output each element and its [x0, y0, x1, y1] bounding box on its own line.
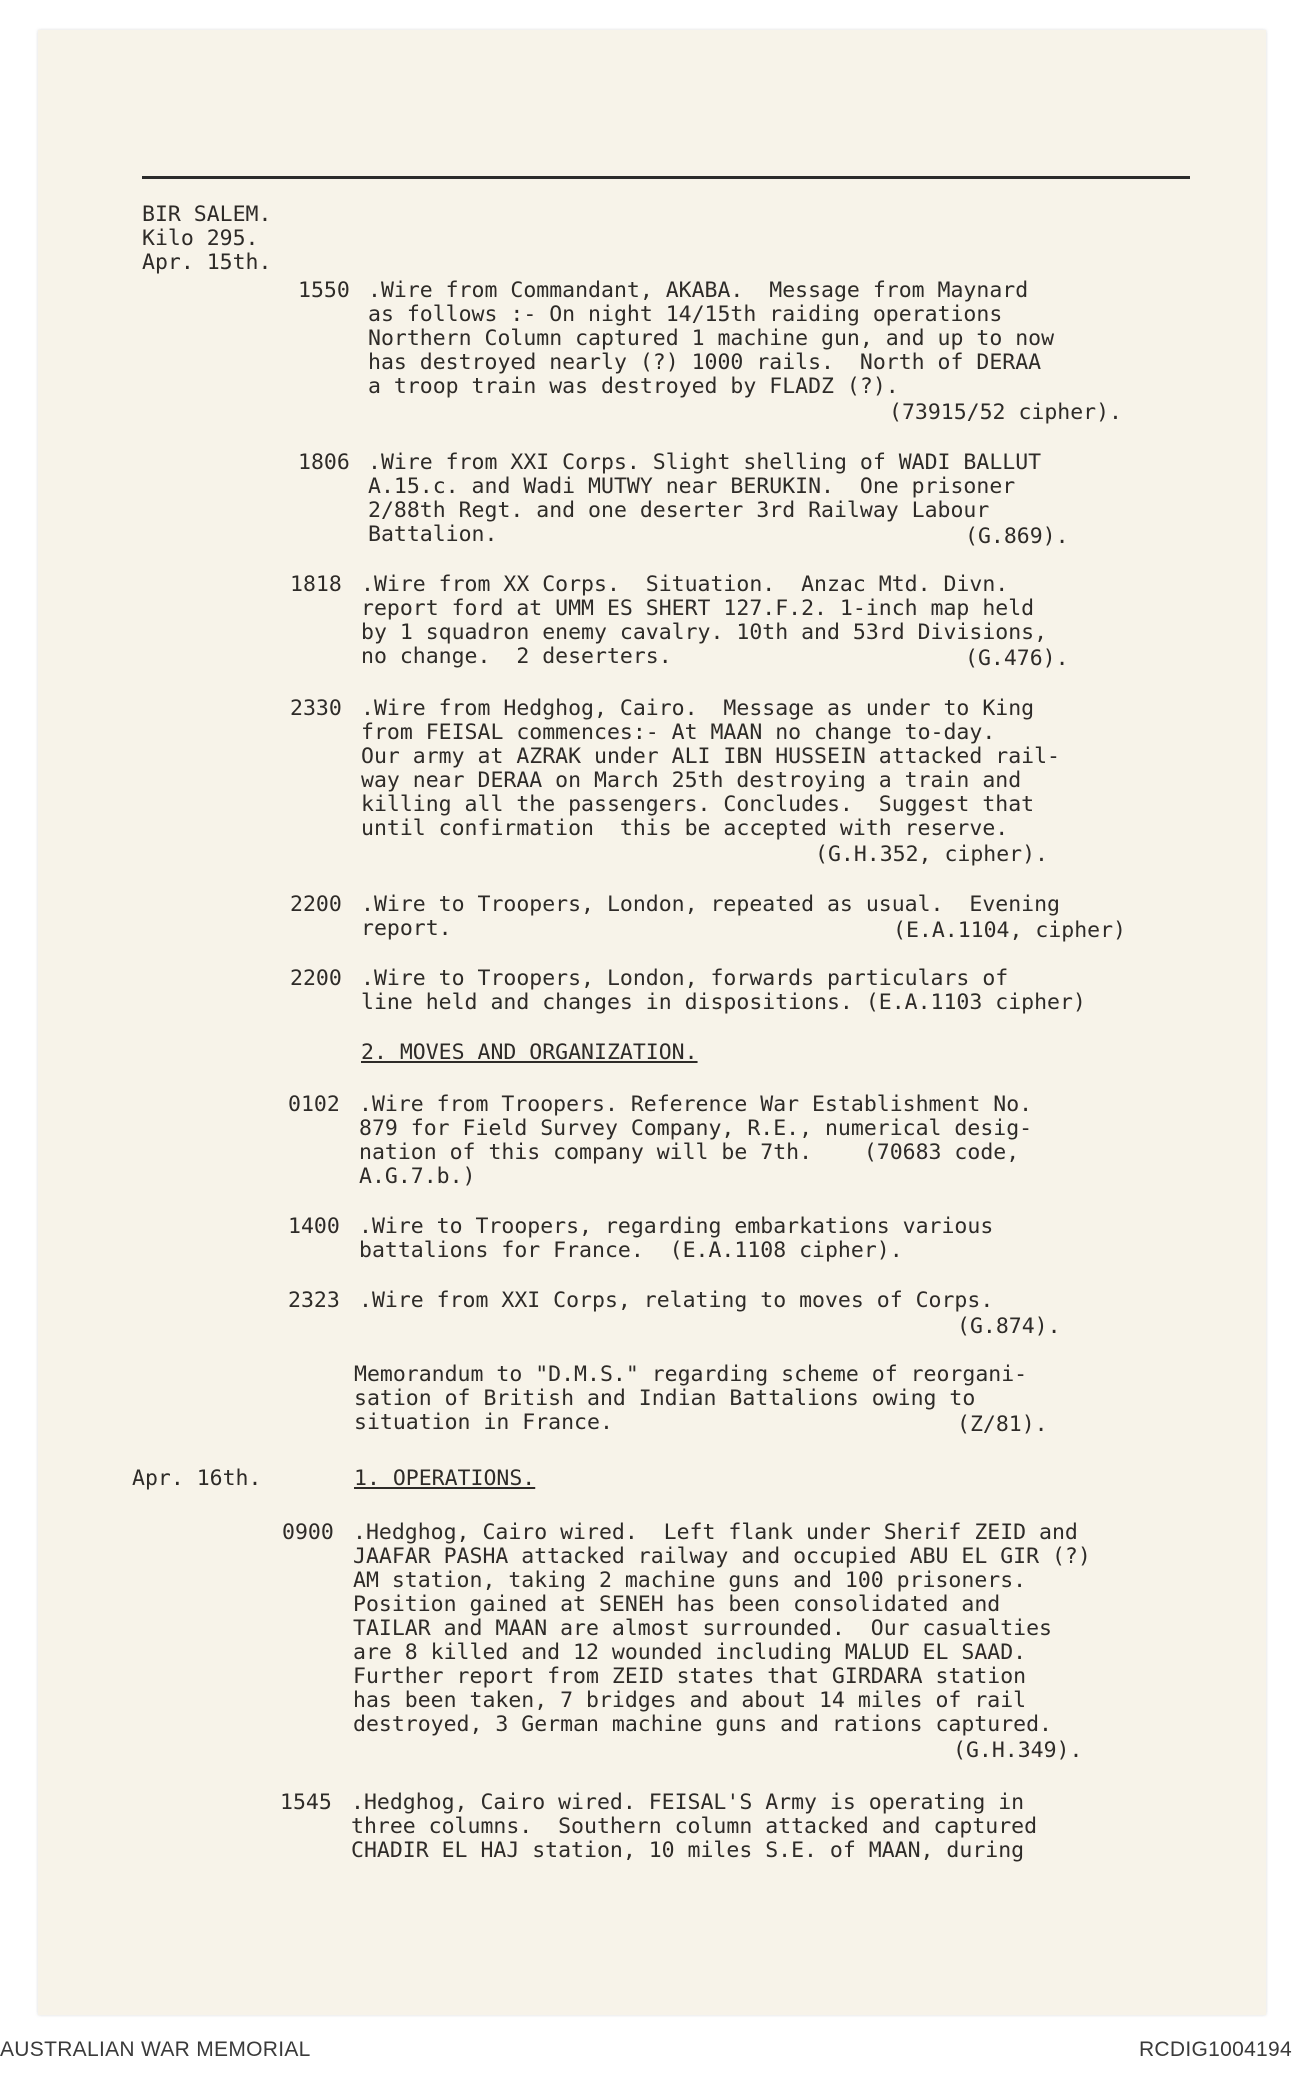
kilo-heading: Kilo 295. [142, 226, 259, 251]
date-apr15: Apr. 15th. [142, 250, 272, 275]
entry-line: line held and changes in dispositions. (E.A.1103 cipher) [361, 990, 1086, 1015]
footer-record-id: RCDIG1004194 [1138, 2038, 1292, 2061]
entry-line: JAAFAR PASHA attacked railway and occupied ABU EL GIR (?) [353, 1544, 1091, 1569]
memorandum-line: Memorandum to "D.M.S." regarding scheme of reorgani- [354, 1362, 1028, 1387]
entry-line: report ford at UMM ES SHERT 127.F.2. 1-inch map held [361, 596, 1035, 621]
entry-line: Our army at AZRAK under ALI IBN HUSSEIN attacked rail- [361, 744, 1060, 769]
entry-time: 2323 [288, 1288, 340, 1313]
section-heading-moves: 2. MOVES AND ORGANIZATION. [361, 1040, 698, 1065]
entry-line: Further report from ZEID states that GIRDARA station [353, 1664, 1027, 1689]
entry-line: TAILAR and MAAN are almost surrounded. Our casualties [353, 1616, 1052, 1641]
entry-line: report. [361, 916, 452, 941]
top-rule [142, 176, 1190, 179]
entry-line: .Wire to Troopers, London, repeated as usual. Evening [361, 892, 1060, 917]
entry-line: .Wire from Commandant, AKABA. Message from Maynard [368, 278, 1029, 303]
date-apr16: Apr. 16th. [132, 1466, 262, 1491]
entry-line: are 8 killed and 12 wounded including MALUD EL SAAD. [353, 1640, 1027, 1665]
memorandum-line: situation in France. [354, 1410, 613, 1435]
entry-line: nation of this company will be 7th. (70683 code, [359, 1140, 1020, 1165]
entry-line: AM station, taking 2 machine guns and 100 prisoners. [353, 1568, 1027, 1593]
entry-time: 0900 [282, 1520, 334, 1545]
entry-time: 1818 [290, 572, 342, 597]
entry-reference: (G.H.349). [953, 1738, 1083, 1763]
entry-time: 1400 [288, 1214, 340, 1239]
entry-reference: (G.874). [957, 1314, 1061, 1339]
entry-line: a troop train was destroyed by FLADZ (?). [368, 374, 899, 399]
entry-line: .Hedghog, Cairo wired. FEISAL'S Army is operating in [351, 1790, 1025, 1815]
footer-archive-name: AUSTRALIAN WAR MEMORIAL [0, 2038, 311, 2061]
place-heading: BIR SALEM. [142, 202, 272, 227]
entry-time: 0102 [288, 1092, 340, 1117]
entry-line: Northern Column captured 1 machine gun, and up to now [368, 326, 1055, 351]
entry-line: .Wire from XXI Corps. Slight shelling of WADI BALLUT [368, 450, 1042, 475]
memorandum-line: sation of British and Indian Battalions owing to [354, 1386, 976, 1411]
entry-time: 1545 [280, 1790, 332, 1815]
entry-line: until confirmation this be accepted with reserve. [361, 816, 1009, 841]
section-heading-operations: 1. OPERATIONS. [354, 1466, 536, 1491]
entry-reference: (G.H.352, cipher). [815, 842, 1048, 867]
entry-time: 2200 [290, 966, 342, 991]
entry-line: has destroyed nearly (?) 1000 rails. North of DERAA [368, 350, 1042, 375]
entry-line: has been taken, 7 bridges and about 14 miles of rail [353, 1688, 1027, 1713]
entry-time: 2330 [290, 696, 342, 721]
entry-line: Battalion. [368, 522, 498, 547]
entry-line: .Wire from XX Corps. Situation. Anzac Mtd. Divn. [361, 572, 1009, 597]
entry-line: as follows :- On night 14/15th raiding operations [368, 302, 1003, 327]
entry-reference: (G.869). [965, 524, 1069, 549]
entry-reference: (73915/52 cipher). [889, 400, 1122, 425]
entry-line: 2/88th Regt. and one deserter 3rd Railway Labour [368, 498, 990, 523]
entry-line: A.15.c. and Wadi MUTWY near BERUKIN. One prisoner [368, 474, 1016, 499]
entry-line: 879 for Field Survey Company, R.E., numerical desig- [359, 1116, 1033, 1141]
entry-line: .Wire from Hedghog, Cairo. Message as under to King [361, 696, 1035, 721]
entry-line: three columns. Southern column attacked and captured [351, 1814, 1038, 1839]
entry-line: A.G.7.b.) [359, 1164, 476, 1189]
entry-line: destroyed, 3 German machine guns and rations captured. [353, 1712, 1052, 1737]
entry-line: .Hedghog, Cairo wired. Left flank under Sherif ZEID and [353, 1520, 1078, 1545]
entry-line: CHADIR EL HAJ station, 10 miles S.E. of MAAN, during [351, 1838, 1025, 1863]
entry-line: Position gained at SENEH has been consolidated and [353, 1592, 1001, 1617]
entry-line: no change. 2 deserters. [361, 644, 672, 669]
entry-time: 2200 [290, 892, 342, 917]
entry-time: 1550 [298, 278, 350, 303]
entry-reference: (G.476). [965, 646, 1069, 671]
entry-line: way near DERAA on March 25th destroying a train and [361, 768, 1022, 793]
memorandum-reference: (Z/81). [957, 1412, 1048, 1437]
entry-line: .Wire to Troopers, London, forwards particulars of [361, 966, 1009, 991]
entry-line: killing all the passengers. Concludes. Suggest that [361, 792, 1035, 817]
entry-line: .Wire from XXI Corps, relating to moves of Corps. [359, 1288, 994, 1313]
entry-line: by 1 squadron enemy cavalry. 10th and 53rd Divisions, [361, 620, 1048, 645]
entry-line: from FEISAL commences:- At MAAN no change to-day. [361, 720, 996, 745]
entry-time: 1806 [298, 450, 350, 475]
entry-line: .Wire from Troopers. Reference War Establishment No. [359, 1092, 1033, 1117]
entry-line: .Wire to Troopers, regarding embarkations various [359, 1214, 994, 1239]
entry-line: battalions for France. (E.A.1108 cipher). [359, 1238, 903, 1263]
entry-reference: (E.A.1104, cipher) [893, 918, 1126, 943]
